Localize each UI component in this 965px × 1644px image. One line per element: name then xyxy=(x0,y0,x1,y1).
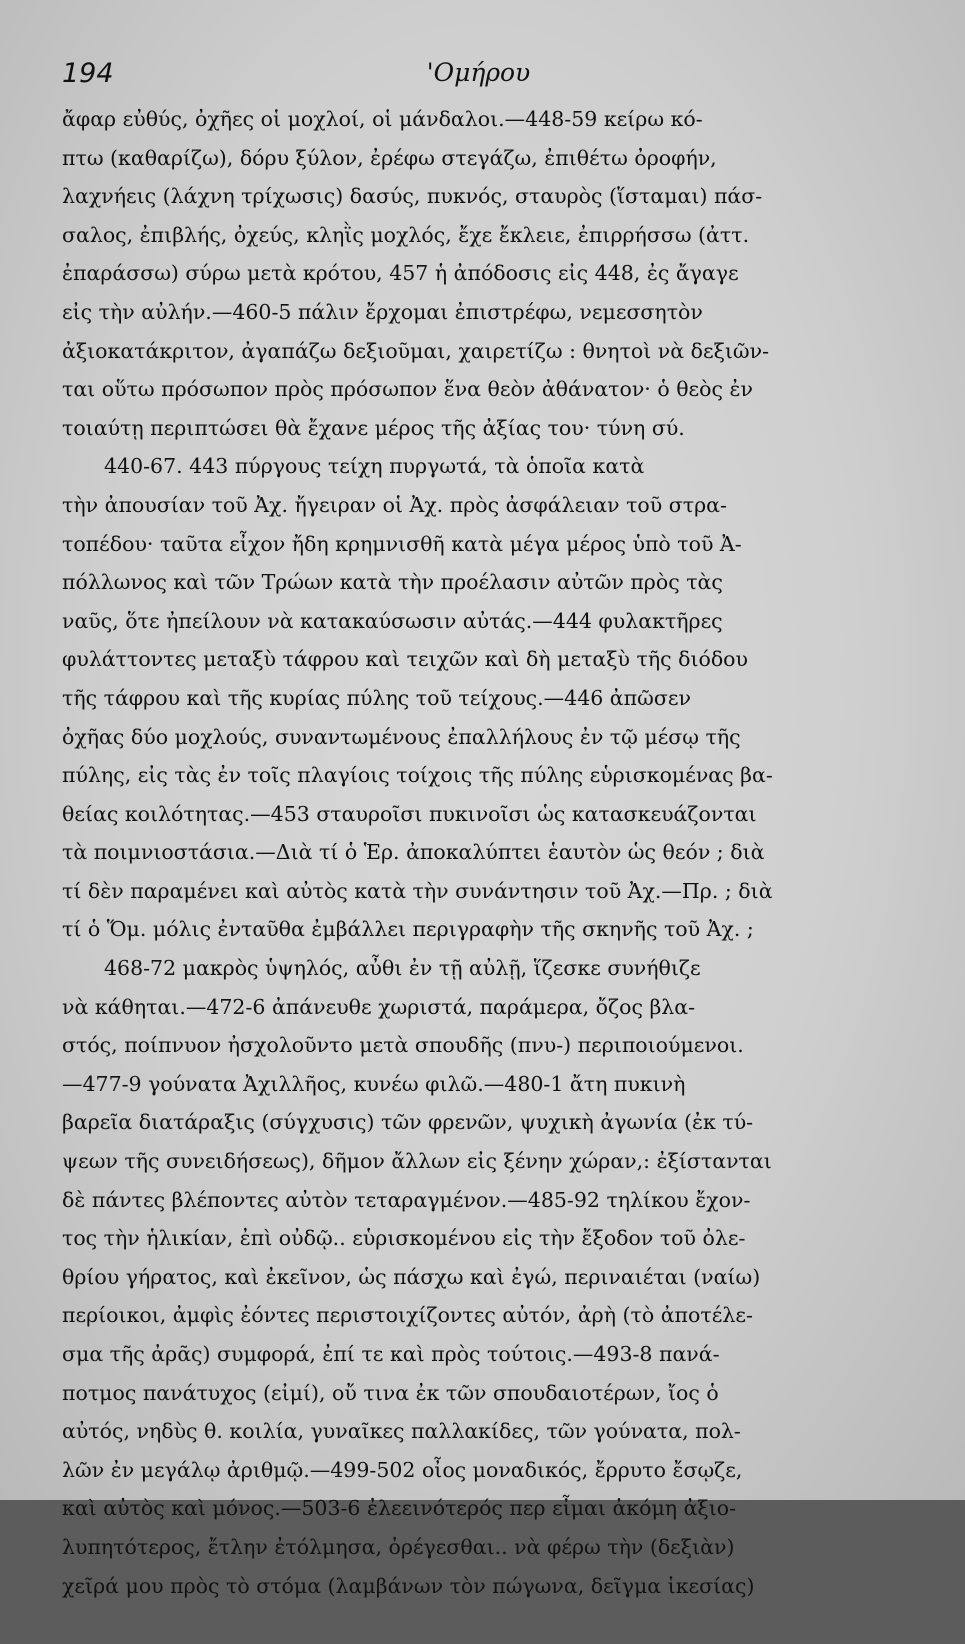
text-line: θρίου γήρατος, καὶ ἐκεῖνον, ὡς πάσχω καὶ ἐγώ, περιναιέται (ναίω) xyxy=(62,1264,761,1289)
text-line: δὲ πάντες βλέποντες αὐτὸν τεταραγμένον.—485-92 τηλίκου ἔχον- xyxy=(62,1187,751,1212)
text-line: ἐπαράσσω) σύρω μετὰ κρότου, 457 ἡ ἀπόδοσις εἰς 448, ἐς ἄγαγε xyxy=(62,261,739,286)
text-line: ἀξιοκατάκριτον, ἀγαπάζω δεξιοῦμαι, χαιρετίζω : θνητοὶ νὰ δεξιῶν- xyxy=(62,338,770,363)
text-line: περίοικοι, ἀμφὶς ἐόντες περιστοιχίζοντες αὐτόν, ἀρὴ (τὸ ἀποτέλε- xyxy=(62,1303,753,1328)
page-number: 194 xyxy=(62,58,114,89)
text-line: τοπέδου· ταῦτα εἶχον ἤδη κρημνισθῆ κατὰ μέγα μέρος ὑπὸ τοῦ Ἀ- xyxy=(62,531,742,556)
text-line: βαρεῖα διατάραξις (σύγχυσις) τῶν φρενῶν, ψυχικὴ ἀγωνία (ἐκ τύ- xyxy=(62,1110,754,1135)
text-line: ἄφαρ εὐθύς, ὀχῆες οἱ μοχλοί, οἱ μάνδαλοι.—448-59 κείρω κό- xyxy=(62,107,703,131)
commentary-text xyxy=(62,100,874,1644)
page-header xyxy=(62,58,895,98)
text-line: λῶν ἐν μεγάλῳ ἀριθμῷ.—499-502 οἶος μοναδικός, ἔρρυτο ἔσῳζε, xyxy=(62,1457,743,1482)
text-line: στός, ποίπνυον ἠσχολοῦντο μετὰ σπουδῆς (πνυ-) περιποιούμενοι. xyxy=(62,1033,744,1058)
text-line: τὰ ποιμνιοστάσια.—Διὰ τί ὁ Ἑρ. ἀποκαλύπτει ἑαυτὸν ὡς θεόν ; διὰ xyxy=(62,840,765,865)
text-line xyxy=(62,1605,874,1644)
text-line: ψεων τῆς συνειδήσεως), δῆμον ἄλλων εἰς ξένην χώραν,: ἐξίστανται xyxy=(62,1149,772,1174)
text-line: ὀχῆας δύο μοχλούς, συναντωμένους ἐπαλλήλους ἐν τῷ μέσῳ τῆς xyxy=(62,724,741,749)
text-line: πτω (καθαρίζω), δόρυ ξύλον, ἐρέφω στεγάζω, ἐπιθέτω ὀροφήν, xyxy=(62,145,717,170)
text-line: τος τὴν ἡλικίαν, ἐπὶ οὐδῷ.. εὑρισκομένου εἰς τὴν ἔξοδον τοῦ ὀλε- xyxy=(62,1226,746,1251)
text-line: εἰς τὴν αὐλήν.—460-5 πάλιν ἔρχομαι ἐπιστρέφω, νεμεσσητὸν xyxy=(62,299,703,324)
text-line: λυπητότερος, ἔτλην ἐτόλμησα, ὀρέγεσθαι.. νὰ φέρω τὴν (δεξιὰν) xyxy=(62,1534,735,1559)
text-line: 468-72 μακρὸς ὑψηλός, αὖθι ἐν τῇ αὐλῇ, ἵζεσκε συνήθιζε xyxy=(104,956,701,981)
text-line: ναῦς, ὅτε ἠπείλουν νὰ κατακαύσωσιν αὐτάς.—444 φυλακτῆρες xyxy=(62,608,723,633)
text-line: σμα τῆς ἀρᾶς) συμφορά, ἐπί τε καὶ πρὸς τούτοις.—493-8 πανά- xyxy=(62,1342,720,1366)
text-line: σαλος, ἐπιβλής, ὀχεύς, κληῒς μοχλός, ἔχε ἔκλειε, ἐπιρρήσσω (ἀττ. xyxy=(62,222,750,247)
text-line: καὶ αὐτὸς καὶ μόνος.—503-6 ἐλεεινότερός περ εἶμαι ἀκόμη ἀξιο- xyxy=(62,1496,737,1521)
text-line: τῆς τάφρου καὶ τῆς κυρίας πύλης τοῦ τείχους.—446 ἀπῶσεν xyxy=(62,685,691,710)
text-line: νὰ κάθηται.—472-6 ἀπάνευθε χωριστά, παράμερα, ὄζος βλα- xyxy=(62,994,696,1019)
text-line: θείας κοιλότητας.—453 σταυροῖσι πυκινοῖσι ὡς κατασκευάζονται xyxy=(62,801,757,826)
text-line: φυλάττοντες μεταξὺ τάφρου καὶ τειχῶν καὶ δὴ μεταξὺ τῆς διόδου xyxy=(62,647,748,672)
text-line: ποτμος πανάτυχος (εἰμί), οὔ τινα ἐκ τῶν σπουδαιοτέρων, ἴος ὁ xyxy=(62,1380,719,1405)
text-line: 440-67. 443 πύργους τείχη πυργωτά, τὰ ὁποῖα κατὰ xyxy=(104,454,645,479)
text-line: χεῖρά μου πρὸς τὸ στόμα (λαμβάνων τὸν πώγωνα, δεῖγμα ἱκεσίας) xyxy=(62,1573,755,1598)
text-line: πόλλωνος καὶ τῶν Τρώων κατὰ τὴν προέλασιν αὐτῶν πρὸς τὰς xyxy=(62,570,723,595)
text-line: αὐτός, νηδὺς θ. κοιλία, γυναῖκες παλλακίδες, τῶν γούνατα, πολ- xyxy=(62,1419,741,1444)
text-line: τοιαύτῃ περιπτώσει θὰ ἔχανε μέρος τῆς ἀξίας του· τύνη σύ. xyxy=(62,415,685,440)
text-line: τί ὁ Ὅμ. μόλις ἐνταῦθα ἐμβάλλει περιγραφὴν τῆς σκηνῆς τοῦ Ἀχ. ; xyxy=(62,917,754,942)
text-line: πύλης, εἰς τὰς ἐν τοῖς πλαγίοις τοίχοις τῆς πύλης εὑρισκομένας βα- xyxy=(62,763,773,788)
text-line: τί δὲν παραμένει καὶ αὐτὸς κατὰ τὴν συνάντησιν τοῦ Ἀχ.—Πρ. ; διὰ xyxy=(62,878,773,903)
text-line: λαχνήεις (λάχνη τρίχωσις) δασύς, πυκνός, σταυρὸς (ἵσταμαι) πάσ- xyxy=(62,184,763,209)
text-line: —477-9 γούνατα Ἀχιλλῆος, κυνέω φιλῶ.—480-1 ἄτη πυκινὴ xyxy=(62,1071,686,1096)
text-line: τὴν ἀπουσίαν τοῦ Ἀχ. ἤγειραν οἱ Ἀχ. πρὸς ἀσφάλειαν τοῦ στρα- xyxy=(62,492,727,517)
text-line: ται οὕτω πρόσωπον πρὸς πρόσωπον ἕνα θεὸν ἀθάνατον· ὁ θεὸς ἐν xyxy=(62,377,753,402)
running-title: 'Ομήρου xyxy=(426,58,531,87)
